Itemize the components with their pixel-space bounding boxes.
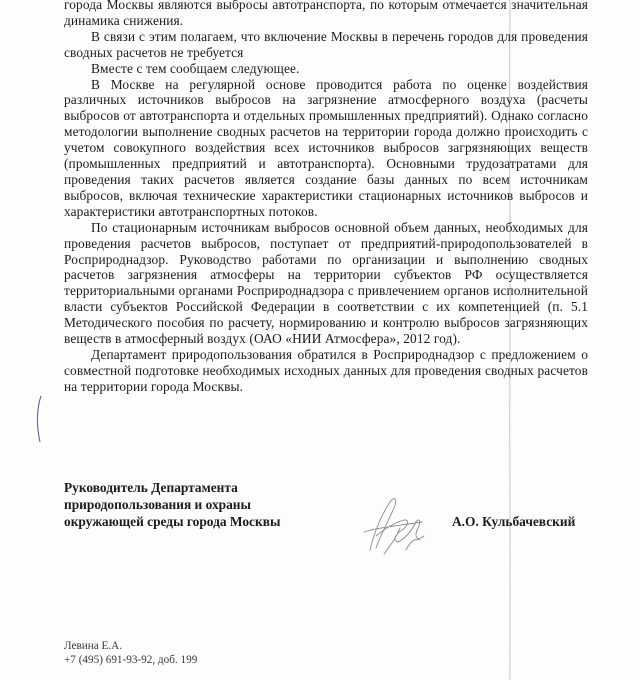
margin-pen-mark [34,395,44,443]
executor-phone: +7 (495) 691-93-92, доб. 199 [64,653,198,666]
signatory-title-line: окружающей среды города Москвы [64,514,281,529]
signatory-title-line: природопользования и охраны [64,497,251,512]
signatory-title-line: Руководитель Департамента [64,480,238,495]
paragraph-continuation: города Москвы являются выбросы автотранспорта, по которым отмечается значительная динамика снижения. [64,0,588,28]
handwritten-signature [356,492,436,562]
letter-body [64,0,588,395]
signatory-name: А.О. Кульбачевский [452,514,576,529]
paragraph-notice: Вместе с тем сообщаем следующее. [91,60,300,76]
paragraph-conclusion: В связи с этим полагаем, что включение Москвы в перечень городов для проведения сводных расчетов не требуется [64,28,588,60]
paragraph-stationary-sources: По стационарным источникам выбросов основной объем данных, необходимых для проведения расчетов выбросов, поступает от предприятий-природопользователей в Росприроднадзор. Руководство работами по организации и выполнению сводных расчетов загрязнения атмосферы на территории субъектов РФ осуществляется территориальными органами Росприроднадзора с привлечением органов исполнительной власти субъектов Российской Федерации в соответствии с их компетенцией (п. 5.1 Методического пособия по расчету, нормированию и контролю выбросов загрязняющих веществ в атмосферный воздух (ОАО «НИИ Атмосфера», 2012 год). [64,219,588,347]
paragraph-moscow-work: В Москве на регулярной основе проводится работа по оценке воздействия различных источников выбросов на загрязнение атмосферного воздуха (расчеты выбросов от автотранспорта и отдельных промышленных предприятий). Однако согласно методологии выполнение сводных расчетов на территории города должно происходить с учетом совокупного воздействия всех источников выбросов загрязняющих веществ (промышленных предприятий и автотранспорта). Основными трудозатратами для проведения таких расчетов является создание базы данных по всем источникам выбросов, включая технические характеристики стационарных источников выбросов и характеристики автотранспортных потоков. [64,76,588,219]
executor-footer [64,640,197,667]
executor-name: Левина Е.А. [64,640,123,652]
signatory-title [64,479,314,530]
paragraph-department-request: Департамент природопользования обратился в Росприроднадзор с предложением о совместной подготовке необходимых исходных данных для проведения сводных расчетов на территории города Москвы. [64,346,588,394]
